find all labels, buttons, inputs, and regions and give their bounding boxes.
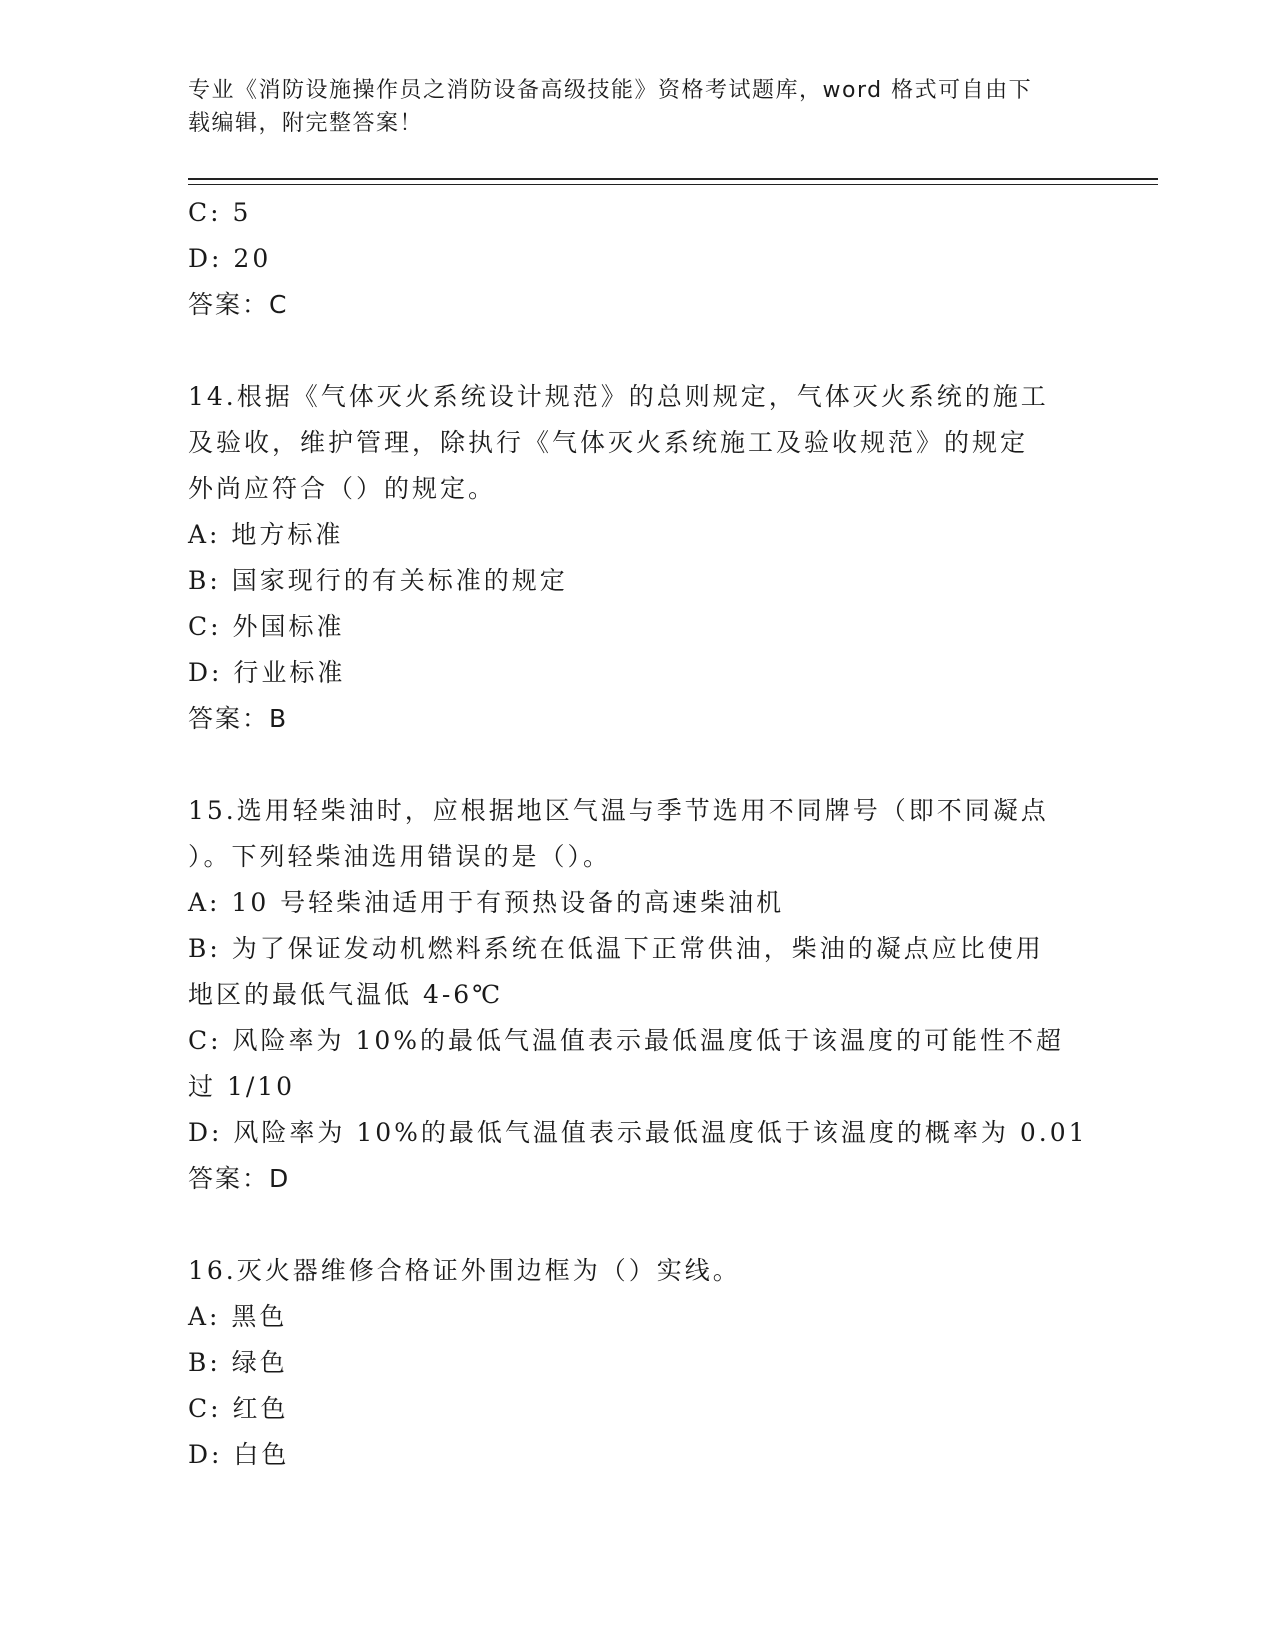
q13-option-d: D: 20	[188, 244, 272, 273]
question-13-tail	[188, 190, 1088, 328]
q15-stem-line-1: 15.选用轻柴油时，应根据地区气温与季节选用不同牌号（即不同凝点	[188, 796, 1049, 825]
q15-option-b-line-2: 地区的最低气温低 4-6℃	[188, 980, 504, 1009]
q16-option-b: B: 绿色	[188, 1348, 288, 1377]
question-15	[188, 788, 1088, 1202]
q14-option-b: B: 国家现行的有关标准的规定	[188, 566, 568, 595]
spacer	[188, 742, 1088, 788]
q15-option-c-line-1: C: 风险率为 10%的最低气温值表示最低温度低于该温度的可能性不超	[188, 1026, 1065, 1055]
header-line-2: 载编辑，附完整答案！	[188, 111, 424, 136]
header-line-1: 专业《消防设施操作员之消防设备高级技能》资格考试题库，word 格式可自由下	[188, 78, 1033, 103]
q15-answer: 答案：D	[188, 1164, 291, 1193]
q14-option-a: A: 地方标准	[188, 520, 344, 549]
question-content	[188, 190, 1088, 1478]
q14-answer: 答案：B	[188, 704, 289, 733]
q14-option-c: C: 外国标准	[188, 612, 345, 641]
q13-answer: 答案：C	[188, 290, 289, 319]
q14-stem-line-3: 外尚应符合（）的规定。	[188, 474, 497, 503]
q15-option-b-line-1: B: 为了保证发动机燃料系统在低温下正常供油，柴油的凝点应比使用	[188, 934, 1044, 963]
q15-option-c-line-2: 过 1/10	[188, 1072, 296, 1101]
q14-stem-line-1: 14.根据《气体灭火系统设计规范》的总则规定，气体灭火系统的施工	[188, 382, 1049, 411]
q16-option-d: D: 白色	[188, 1440, 290, 1469]
question-14	[188, 374, 1088, 742]
header-rule-thin	[188, 184, 1158, 185]
q15-stem-line-2: ）。下列轻柴油选用错误的是（）。	[188, 842, 612, 871]
q13-option-c: C: 5	[188, 198, 252, 227]
q16-option-a: A: 黑色	[188, 1302, 288, 1331]
question-16	[188, 1248, 1088, 1478]
q16-stem-line-1: 16.灭火器维修合格证外围边框为（）实线。	[188, 1256, 741, 1285]
spacer	[188, 328, 1088, 374]
page-header	[188, 74, 1068, 140]
q14-stem-line-2: 及验收，维护管理，除执行《气体灭火系统施工及验收规范》的规定	[188, 428, 1029, 457]
q16-option-c: C: 红色	[188, 1394, 289, 1423]
q15-option-d: D: 风险率为 10%的最低气温值表示最低温度低于该温度的概率为 0.01	[188, 1118, 1088, 1147]
spacer	[188, 1202, 1088, 1248]
header-rule-thick	[188, 178, 1158, 180]
q15-option-a: A: 10 号轻柴油适用于有预热设备的高速柴油机	[188, 888, 785, 917]
q14-option-d: D: 行业标准	[188, 658, 346, 687]
